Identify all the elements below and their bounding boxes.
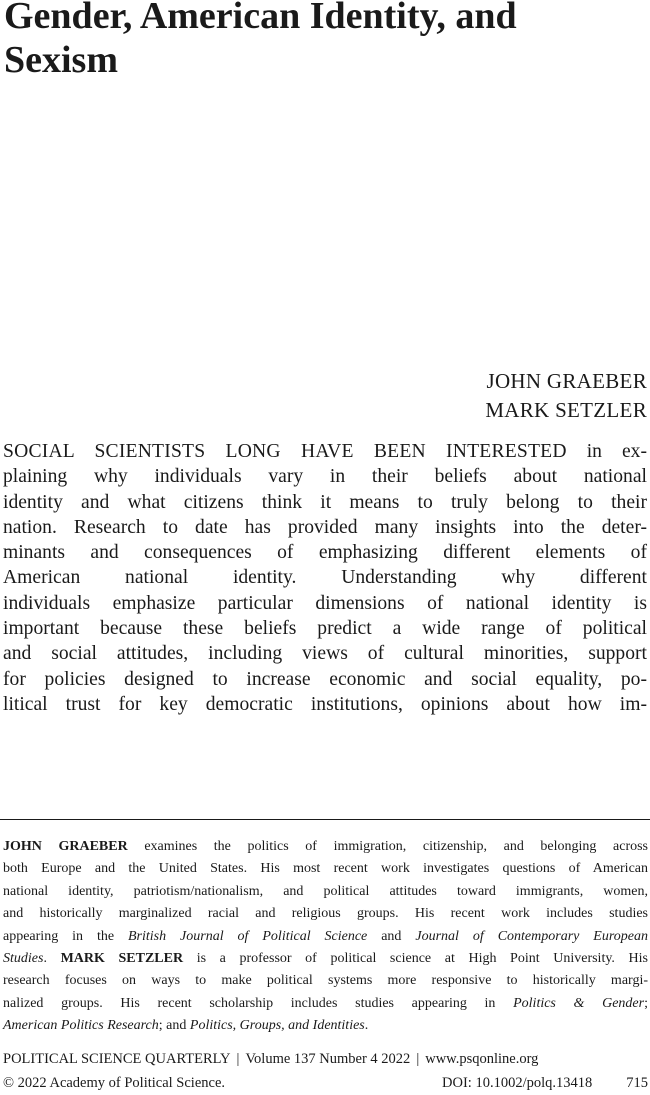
body-line: for policies designed to increase economic and social equality, po- xyxy=(3,668,647,690)
title-line-2: Sexism xyxy=(4,39,118,81)
body-line: and social attitudes, including views of cultural minorities, support xyxy=(3,643,647,665)
footnote-line: Studies. MARK SETZLER is a professor of political science at High Point University. His xyxy=(3,951,648,967)
footnote-line: both Europe and the United States. His most recent work investigates questions of American xyxy=(3,861,648,877)
footnote-author-name: JOHN GRAEBER xyxy=(3,839,128,854)
page-number: 715 xyxy=(626,1075,648,1091)
journal-name: American Politics Research xyxy=(3,1018,159,1034)
journal-title: POLITICAL SCIENCE QUARTERLY xyxy=(3,1051,231,1067)
author-name: JOHN GRAEBER xyxy=(486,369,647,393)
journal-name: Studies xyxy=(3,951,44,967)
journal-name: British Journal of Political Science xyxy=(128,928,368,944)
journal-name: Journal of Contemporary European xyxy=(415,928,648,944)
journal-website[interactable]: www.psqonline.org xyxy=(425,1051,539,1067)
footnote-author-name: MARK SETZLER xyxy=(60,951,184,967)
lead-in: SOCIAL SCIENTISTS LONG HAVE BEEN INTERESTED xyxy=(3,441,567,462)
body-line: nation. Research to date has provided many insights into the deter- xyxy=(3,516,647,538)
body-line: identity and what citizens think it means to truly belong to their xyxy=(3,491,647,513)
title-line-1: Gender, American Identity, and xyxy=(4,0,517,37)
footnote-line: national identity, patriotism/nationalism, and political attitudes toward immigrants, women, xyxy=(3,883,648,899)
body-line: litical trust for key democratic institutions, opinions about how im- xyxy=(3,693,647,715)
footer-divider: | xyxy=(236,1051,240,1067)
body-line: SOCIAL SCIENTISTS LONG HAVE BEEN INTERESTED in ex- xyxy=(3,441,648,462)
author-list xyxy=(485,367,647,425)
footnote-line: research focuses on ways to make political systems more responsive to historically margi- xyxy=(3,973,648,989)
page-footer xyxy=(3,1047,648,1095)
body-line: American national identity. Understanding why different xyxy=(3,567,647,589)
body-line: plaining why individuals vary in their beliefs about national xyxy=(3,466,647,488)
footnote-line: nalized groups. His recent scholarship includes studies appearing in Politics & Gender; xyxy=(3,995,648,1011)
footnote-line: and historically marginalized racial and religious groups. His recent work includes studies xyxy=(3,906,648,922)
body-line: individuals emphasize particular dimensions of national identity is xyxy=(3,592,647,614)
author-footnote xyxy=(3,836,648,1038)
footer-divider: | xyxy=(416,1051,420,1067)
doi-link[interactable]: DOI: 10.1002/polq.13418 xyxy=(442,1075,593,1091)
body-line: important because these beliefs predict a wide range of political xyxy=(3,618,647,640)
issue-info: Volume 137 Number 4 2022 xyxy=(245,1051,411,1067)
footnote-line: JOHN GRAEBER examines the politics of immigration, citizenship, and belonging across xyxy=(3,839,649,854)
author-name: MARK SETZLER xyxy=(485,398,647,422)
footer-doi-line xyxy=(3,1071,648,1095)
footer-journal-line xyxy=(3,1047,648,1071)
journal-name: Politics, Groups, and Identities xyxy=(189,1018,365,1034)
footnote-line: American Politics Research; and Politics, Groups, and Identities. xyxy=(3,1018,369,1034)
article-title xyxy=(4,0,624,82)
footnote-line: appearing in the British Journal of Political Science and Journal of Contemporary European xyxy=(3,928,648,944)
journal-name: Politics & Gender xyxy=(513,995,645,1011)
body-line: minants and consequences of emphasizing different elements of xyxy=(3,542,647,564)
copyright-notice: © 2022 Academy of Political Science. xyxy=(3,1075,226,1091)
footnote-divider xyxy=(0,819,650,820)
body-text xyxy=(3,439,647,717)
